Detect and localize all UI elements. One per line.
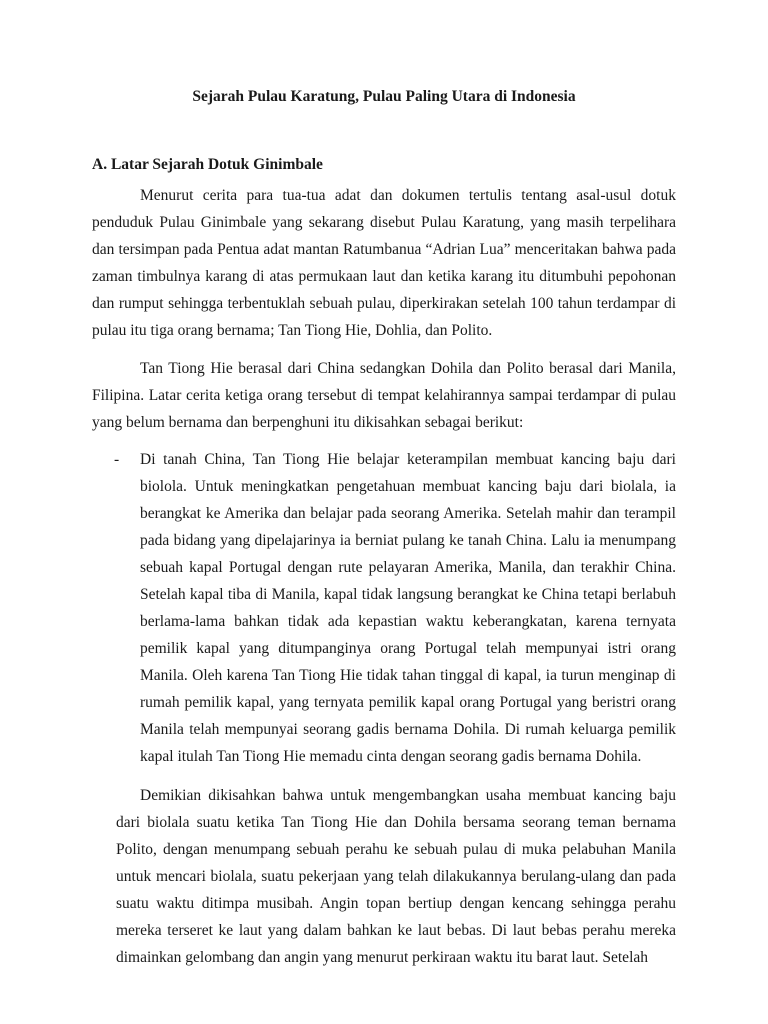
list-bullet: - [114,451,120,468]
paragraph-3: Demikian dikisahkan bahwa untuk mengembangkan usaha membuat kancing baju dari biolala suatu ketika Tan Tiong Hie dan Dohila bersama seorang teman bernama Polito, dengan menumpang sebuah perahu ke sebuah pulau di muka pelabuhan Manila untuk mencari biolala, suatu pekerjaan yang telah dilakukannya berulang-ulang dan pada suatu waktu ditimpa musibah. Angin topan bertiup dengan kencang sehingga perahu mereka terseret ke laut yang dalam bahkan ke laut bebas. Di laut bebas perahu mereka dimainkan gelombang dan angin yang menurut perkiraan waktu itu barat laut. Setelah [116,787,676,966]
list-item-text: Di tanah China, Tan Tiong Hie belajar keterampilan membuat kancing baju dari biolola. Untuk meningkatkan pengetahuan membuat kancing baju dari biolala, ia berangkat ke Amerika dan belajar pada seorang Amerika. Setelah mahir dan terampil pada bidang yang dipelajarinya ia berniat pulang ke tanah China. Lalu ia menumpang sebuah kapal Portugal dengan rute pelayaran Amerika, Manila, dan terakhir China. Setelah kapal tiba di Manila, kapal tidak langsung berangkat ke China tetapi berlabuh berlama-lama bahkan tidak ada kepastian waktu keberangkatan, karena ternyata pemilik kapal yang ditumpanginya orang Portugal telah mempunyai istri orang Manila. Oleh karena Tan Tiong Hie tidak tahan tinggal di kapal, ia turun menginap di rumah pemilik kapal, yang ternyata pemilik kapal orang Portugal yang beristri orang Manila telah mempunyai seorang gadis bernama Dohila. Di rumah keluarga pemilik kapal itulah Tan Tiong Hie memadu cinta dengan seorang gadis bernama Dohila. [140,451,676,765]
paragraph-2: Tan Tiong Hie berasal dari China sedangkan Dohila dan Polito berasal dari Manila, Filipina. Latar cerita ketiga orang tersebut di tempat kelahirannya sampai terdampar di pulau yang belum bernama dan berpenghuni itu dikisahkan sebagai berikut: [92,360,676,431]
paragraph-1: Menurut cerita para tua-tua adat dan dokumen tertulis tentang asal-usul dotuk penduduk Pulau Ginimbale yang sekarang disebut Pulau Karatung, yang masih terpelihara dan tersimpan pada Pentua adat mantan Ratumbanua “Adrian Lua” menceritakan bahwa pada zaman timbulnya karang di atas permukaan laut dan ketika karang itu ditumbuhi pepohonan dan rumput sehingga terbentuklah sebuah pulau, diperkirakan setelah 100 tahun terdampar di pulau itu tiga orang bernama; Tan Tiong Hie, Dohlia, dan Polito. [92,187,676,339]
section-heading: A. Latar Sejarah Dotuk Ginimbale [92,156,323,173]
document-title: Sejarah Pulau Karatung, Pulau Paling Utara di Indonesia [192,88,576,105]
story-list [92,446,676,770]
list-item [92,446,676,770]
